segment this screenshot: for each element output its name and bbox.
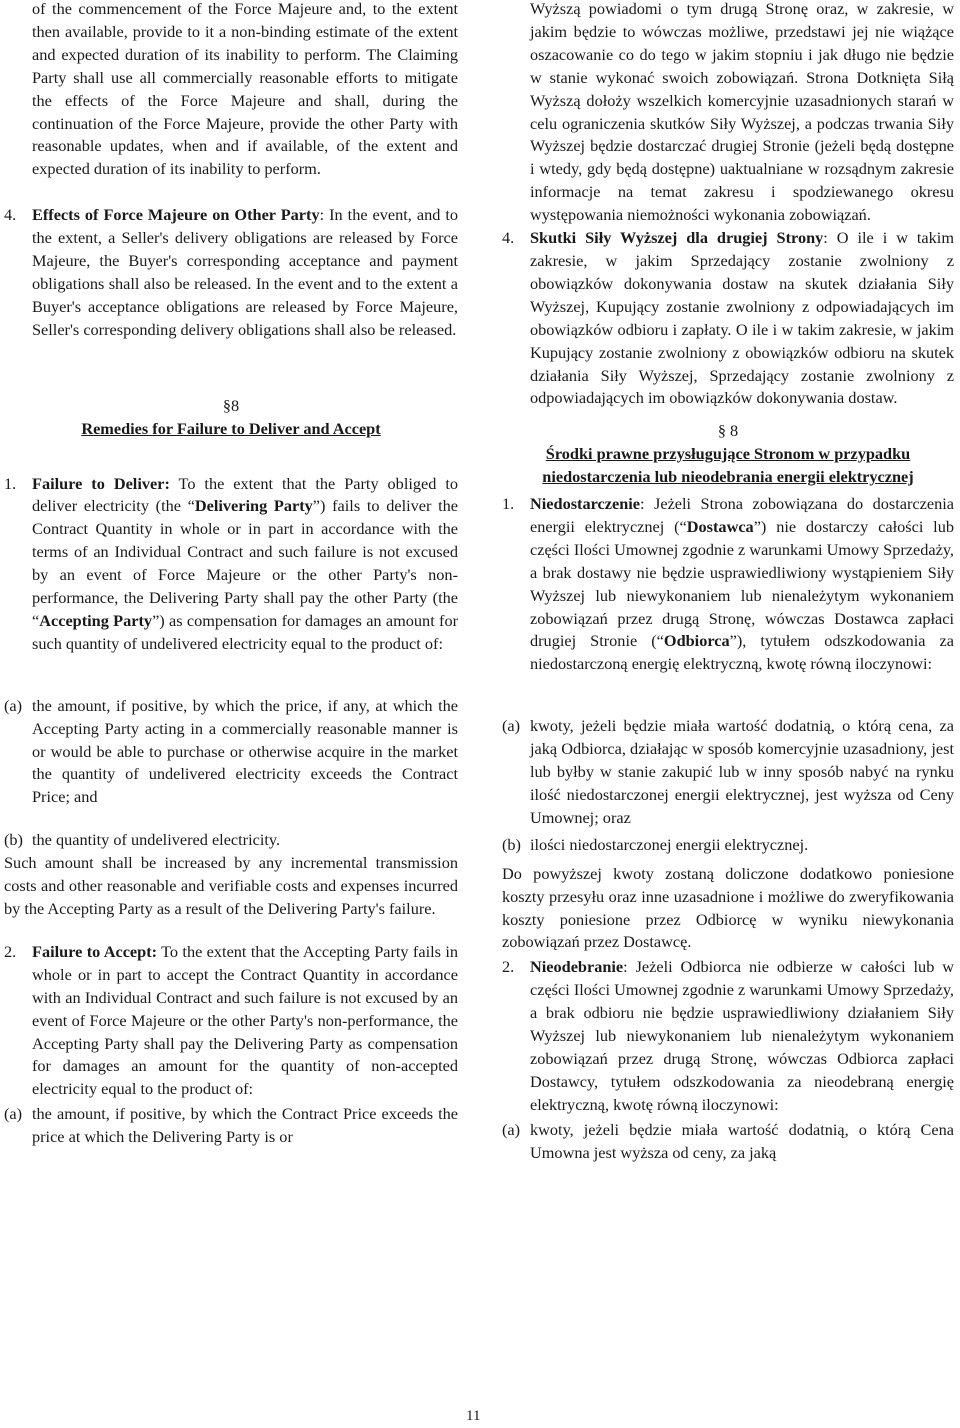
item-a <box>4 695 458 810</box>
clause-number: 2. <box>4 941 17 961</box>
item-label: (a) <box>4 1104 23 1124</box>
item-text: kwoty, jeżeli będzie miała wartość dodatnią, o którą cena, za jaką Odbiorca, działając w sposób komercyjnie uzasadniony, jest lub byłby w stanie zakupić lub w inny sposób nabyć na rynku ilość niedostarczonej energii elektrycznej, jest wyższa od Ceny Umownej; oraz <box>530 716 954 827</box>
clause-text: : In the event, and to the extent, a Seller's delivery obligations are released by Force Majeure, the Buyer's corresponding acceptance and payment obligations shall also be released. In the event and to the extent a Buyer's acceptance obligations are released by Force Majeure, Seller's corresponding delivery obligations shall also be released. <box>32 205 459 339</box>
clause-4-effects <box>4 204 458 341</box>
item-a-2 <box>4 1103 458 1149</box>
defined-term: Dostawca <box>686 516 754 536</box>
clause-number: 4. <box>4 205 17 225</box>
item-text: kwoty, jeżeli będzie miała wartość dodatnią, o którą Cena Umowna jest wyższa od ceny, za jaką <box>530 1119 954 1162</box>
section-sign: § 8 <box>717 421 739 441</box>
item-text: ilości niedostarczonej energii elektrycznej. <box>530 834 809 854</box>
clause-title: Nieodebranie <box>530 957 624 977</box>
clause-text: To the extent that the Accepting Party fails in whole or in part to accept the Contract Quantity in accordance with an Individual Contract and such failure is not excused by an event of Force Majeure or the other Party's non-performance, the Accepting Party shall pay the Delivering Party as compensation for damages an amount for the quantity of non-accepted electricity equal to the product of: <box>32 941 458 1099</box>
page-number: 11 <box>466 1408 481 1424</box>
item-b <box>4 829 458 852</box>
clause-title: Failure to Accept: <box>32 941 158 961</box>
item-label: (b) <box>502 834 521 854</box>
incremental-costs-paragraph: Such amount shall be increased by any incremental transmission costs and other reasonable and verifiable costs and expenses incurred by the Accepting Party as a result of the Delivering Party's failure. <box>4 853 458 918</box>
item-label: (a) <box>502 1119 521 1139</box>
clause-title: Failure to Deliver: <box>32 473 170 493</box>
clause-number: 1. <box>502 494 515 514</box>
section-title: Remedies for Failure to Deliver and Accept <box>81 418 381 438</box>
incremental-costs-paragraph-pl: Do powyższej kwoty zostaną doliczone dodatkowo poniesione koszty przesyłu oraz inne uzasadnione i możliwe do zweryfikowania koszty poniesione przez Odbiorcę w wyniku niewykonania zobowiązań przez Dostawcę. <box>502 863 954 952</box>
section-sign: §8 <box>222 395 240 415</box>
clause-title: Effects of Force Majeure on Other Party <box>32 205 320 225</box>
clause-2-failure-to-accept <box>4 941 458 1101</box>
clause-4-effects-pl <box>502 227 954 410</box>
clause-text: : O ile i w takim zakresie, w jakim Sprzedający zostanie zwolniony z obowiązków dokonywania dostaw na skutek działania Siły Wyższej, Kupujący zostanie zwolniony z odpowiadających im obowiązków odbioru i zapłaty. O ile i w takim zakresie, w jakim Kupujący zostanie zwolniony z obowiązków odbioru na skutek działania Siły Wyższej, Sprzedający zostanie zwolniony z odpowiadających im obowiązków dokonywania dostaw. <box>530 228 954 408</box>
clause-1-niedostarczenie: 1. Niedostarczenie: Jeżeli Strona zobowiązana do dostarczenia energii elektrycznej (“Dostawca”) nie dostarczy całości lub części Ilości Umownej zgodnie z warunkami Umowy Sprzedaży, a brak dostawy nie będzie usprawiedliwiony wystąpieniem Siły Wyższej lub niewykonaniem lub nienależytym wykonaniem zobowiązań przez drugą Stronę, wówczas Dostawca zapłaci drugiej Stronie (“Odbiorca”), tytułem odszkodowania za niedostarczoną energię elektryczną, kwotę równą iloczynowi: <box>502 493 954 676</box>
force-majeure-notice-paragraph-pl: Wyższą powiadomi o tym drugą Stronę oraz, w zakresie, w jakim będzie to wówczas możliwe, przedstawi jej nie wiążące oszacowanie co do tego w jakim stopniu i jak długo nie będzie w stanie wykonać swoich zobowiązań. Strona Dotknięta Siłą Wyższą dołoży wszelkich komercyjnie uzasadnionych starań w celu ograniczenia skutków Siły Wyższej, a podczas trwania Siły Wyższej będzie dostarczać drugiej Stronie (jeżeli będą dostępne i wtedy, gdy będą dostępne) uaktualniane w rozsądnym zakresie informacje na temat zakresu i spodziewanego okresu występowania niemożności wykonania zobowiązań. <box>530 0 954 225</box>
item-text: the amount, if positive, by which the Contract Price exceeds the price at which the Delivering Party is or <box>32 1104 458 1147</box>
clause-1-failure-to-deliver: 1. Failure to Deliver: To the extent that the Party obliged to deliver electricity (the “Delivering Party”) fails to deliver the Contract Quantity in whole or in part in accordance with the terms of an Individual Contract and such failure is not excused by an event of Force Majeure or the other Party's non-performance, the Delivering Party shall pay the other Party (the “Accepting Party”) as compensation for damages an amount for such quantity of undelivered electricity equal to the product of: <box>4 473 458 656</box>
clause-title: Skutki Siły Wyższej dla drugiej Strony <box>530 228 824 248</box>
item-b-pl <box>502 834 954 857</box>
defined-term: Delivering Party <box>194 496 313 516</box>
clause-2-nieodebranie <box>502 956 954 1116</box>
section-8-heading <box>4 395 458 441</box>
item-label: (a) <box>502 716 521 736</box>
item-label: (a) <box>4 695 23 715</box>
item-a-2-pl <box>502 1119 954 1165</box>
clause-number: 2. <box>502 957 515 977</box>
english-column <box>4 0 458 1149</box>
force-majeure-notice-paragraph: of the commencement of the Force Majeure and, to the extent then available, provide to it a non-binding estimate of the extent and expected duration of its inability to perform. The Claiming Party shall use all commercially reasonable efforts to mitigate the effects of the Force Majeure and shall, during the continuation of the Force Majeure, provide the other Party with reasonable updates, when and if available, of the extent and expected duration of its inability to perform. <box>32 0 458 179</box>
item-text: the quantity of undelivered electricity. <box>32 830 281 850</box>
polish-column <box>502 0 954 1165</box>
clause-number: 1. <box>4 473 17 493</box>
clause-text: : Jeżeli Odbiorca nie odbierze w całości lub w części Ilości Umownej zgodnie z warunkami Umowy Sprzedaży, a brak odbioru nie będzie usprawiedliwiony działaniem Siły Wyższej lub niewykonaniem lub nienależytym wykonaniem zobowiązań przez drugą Stronę, wówczas Odbiorca zapłaci Dostawcy, tytułem odszkodowania za nieodebraną energię elektryczną, kwotę równą iloczynowi: <box>530 957 954 1114</box>
clause-number: 4. <box>502 228 515 248</box>
defined-term: Odbiorca <box>663 631 730 651</box>
defined-term: Accepting Party <box>39 610 153 630</box>
clause-title: Niedostarczenie <box>530 494 641 514</box>
item-label: (b) <box>4 830 23 850</box>
item-a-pl <box>502 715 954 830</box>
section-title: Środki prawne przysługujące Stronom w przypadku niedostarczenia lub nieodebrania energii elektrycznej <box>542 444 914 487</box>
item-text: the amount, if positive, by which the price, if any, at which the Accepting Party acting in a commercially reasonable manner is or would be able to purchase or otherwise acquire in the market the quantity of undelivered electricity exceeds the Contract Price; and <box>32 695 458 807</box>
section-8-heading-pl <box>502 420 954 489</box>
